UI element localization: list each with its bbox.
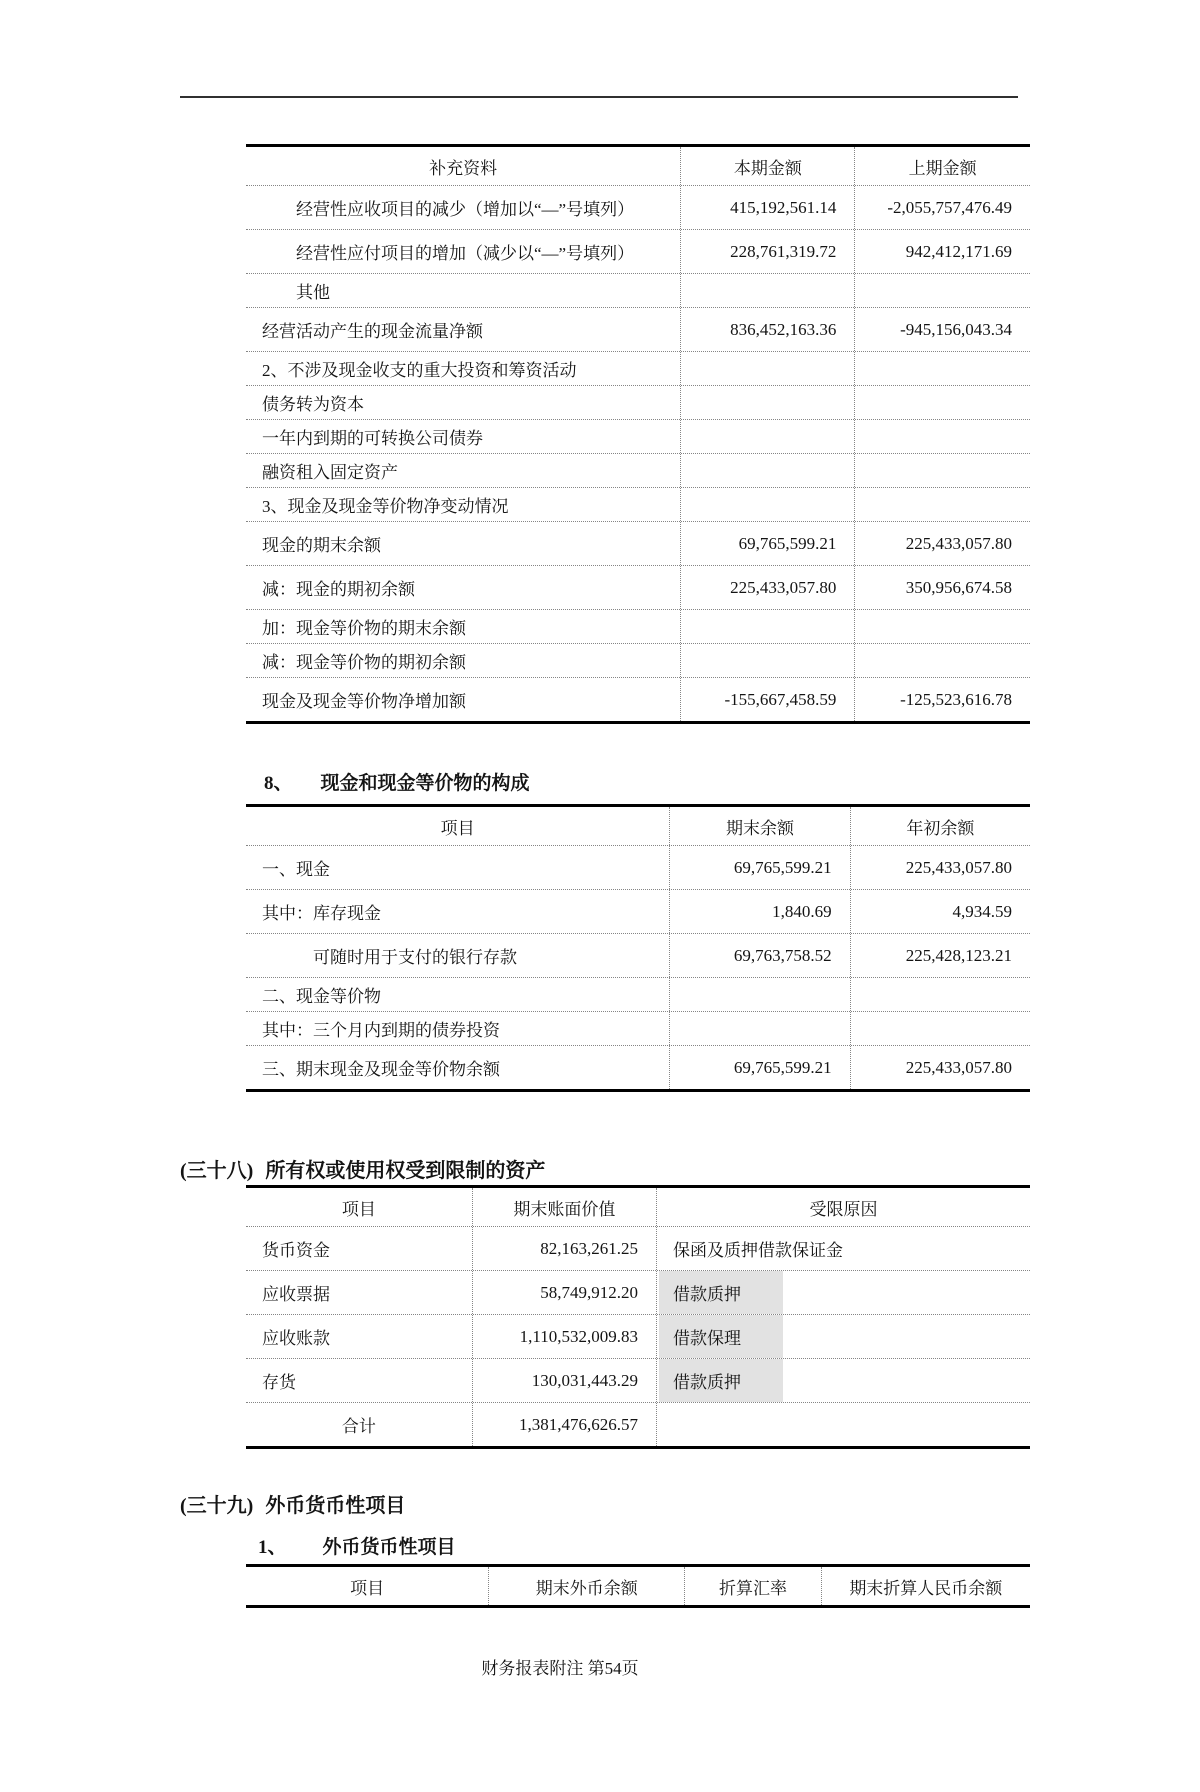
table-cell: 其他	[296, 283, 330, 302]
table-cell: 经营活动产生的现金流量净额	[262, 322, 483, 341]
table-cell: 融资租入固定资产	[262, 463, 398, 482]
section-39-number: (三十九)	[180, 1495, 254, 1517]
section-39-title-text: 外币货币性项目	[265, 1495, 406, 1517]
table-cell	[680, 274, 854, 307]
table-cell: 2、不涉及现金收支的重大投资和筹资活动	[262, 361, 577, 380]
table-cell	[854, 610, 1030, 643]
column-header: 项目	[440, 818, 475, 838]
table-row	[246, 1314, 1030, 1358]
table-row	[246, 845, 1030, 889]
table-row	[246, 229, 1030, 273]
table-cell	[854, 454, 1030, 487]
table-header-row	[246, 807, 1030, 845]
table-row	[246, 1270, 1030, 1314]
table-cell: 合计	[341, 1417, 376, 1436]
table-cell	[680, 610, 854, 643]
table-cell: -945,156,043.34	[854, 308, 1030, 351]
table-cell: 69,765,599.21	[669, 846, 849, 889]
highlight: 借款质押	[659, 1271, 783, 1314]
column-header: 本期金额	[680, 147, 854, 185]
table-row	[246, 273, 1030, 307]
table	[246, 1185, 1030, 1449]
table-cell: -2,055,757,476.49	[854, 186, 1030, 229]
table-cell: 存货	[262, 1373, 296, 1392]
section-8-heading	[264, 768, 1200, 795]
table-cell: 一、现金	[262, 860, 330, 879]
table-cell	[854, 644, 1030, 677]
table-row	[246, 307, 1030, 351]
column-header: 期末折算人民币余额	[821, 1567, 1030, 1605]
column-header: 上期金额	[854, 147, 1030, 185]
table-cell: -125,523,616.78	[854, 678, 1030, 721]
table-cell	[680, 454, 854, 487]
table-cell: 减：现金等价物的期初余额	[262, 653, 466, 672]
table-cell: 加：现金等价物的期末余额	[262, 619, 466, 638]
table-cell: 225,433,057.80	[680, 566, 854, 609]
table-cell: 69,765,599.21	[680, 522, 854, 565]
highlight: 借款质押	[659, 1359, 783, 1402]
table-row	[246, 487, 1030, 521]
column-header: 受限原因	[656, 1188, 1030, 1226]
table-cell: 130,031,443.29	[472, 1359, 656, 1402]
table-row	[246, 977, 1030, 1011]
table-cell: 225,428,123.21	[850, 934, 1030, 977]
table-row	[246, 1358, 1030, 1402]
table-cell	[680, 644, 854, 677]
table-cell	[656, 1403, 1030, 1446]
table-cell	[854, 386, 1030, 419]
section-8-title-text: 现金和现金等价物的构成	[320, 773, 530, 794]
table-row	[246, 643, 1030, 677]
table-cell: 3、现金及现金等价物净变动情况	[262, 497, 509, 516]
table-row	[246, 565, 1030, 609]
table	[246, 1564, 1030, 1608]
table-cell: 836,452,163.36	[680, 308, 854, 351]
table-cell	[854, 420, 1030, 453]
table-cell	[854, 274, 1030, 307]
table-cell: 58,749,912.20	[472, 1271, 656, 1314]
table-cell: 225,433,057.80	[854, 522, 1030, 565]
table-cell: 减：现金的期初余额	[262, 580, 415, 599]
table-header-row	[246, 1567, 1030, 1605]
column-header: 期末外币余额	[488, 1567, 684, 1605]
section-38-title-text: 所有权或使用权受到限制的资产	[265, 1160, 546, 1182]
table-row	[246, 933, 1030, 977]
table-cell: 其中：三个月内到期的债券投资	[262, 1021, 500, 1040]
column-header: 项目	[341, 1199, 376, 1219]
table-cell	[854, 352, 1030, 385]
table-row	[246, 1045, 1030, 1089]
section-39-heading	[180, 1489, 1200, 1518]
table-cell: -155,667,458.59	[680, 678, 854, 721]
table-cell: 1,840.69	[669, 890, 849, 933]
table-cell: 应收票据	[262, 1285, 330, 1304]
table-cell	[669, 978, 849, 1011]
table-cell: 一年内到期的可转换公司债券	[262, 429, 483, 448]
column-header: 补充资料	[429, 158, 498, 178]
table-cell: 现金及现金等价物净增加额	[262, 692, 466, 711]
page-footer: 财务报表附注 第54页	[481, 1659, 639, 1678]
column-header: 项目	[350, 1578, 385, 1598]
table-cell: 4,934.59	[850, 890, 1030, 933]
table-header-row	[246, 147, 1030, 185]
section-38-number: (三十八)	[180, 1160, 254, 1182]
foreign-currency-table	[246, 1564, 1030, 1608]
section-8-number: 8、	[264, 773, 293, 794]
highlight: 借款保理	[659, 1315, 783, 1358]
table-cell: 经营性应收项目的减少（增加以“—”号填列）	[296, 200, 635, 219]
table-cell: 1,381,476,626.57	[472, 1403, 656, 1446]
subsection-1-number: 1、	[258, 1537, 287, 1558]
table-row	[246, 351, 1030, 385]
table-cell: 经营性应付项目的增加（减少以“—”号填列）	[296, 244, 635, 263]
table-row	[246, 1011, 1030, 1045]
table-header-row	[246, 1188, 1030, 1226]
column-header: 年初余额	[850, 807, 1030, 845]
table-row	[246, 521, 1030, 565]
table-cell: 82,163,261.25	[472, 1227, 656, 1270]
table-row	[246, 453, 1030, 487]
table-cell	[656, 1271, 1030, 1314]
table-cell	[854, 488, 1030, 521]
table-row	[246, 385, 1030, 419]
table-cell: 350,956,674.58	[854, 566, 1030, 609]
section-38-heading	[180, 1154, 1200, 1183]
table	[246, 804, 1030, 1092]
table-cell	[680, 386, 854, 419]
table-cell: 可随时用于支付的银行存款	[313, 948, 517, 967]
table-cell: 债务转为资本	[262, 395, 364, 414]
table-cell: 942,412,171.69	[854, 230, 1030, 273]
table-cell: 二、现金等价物	[262, 987, 381, 1006]
table-row	[246, 609, 1030, 643]
cash-composition-table	[246, 804, 1030, 1092]
table-cell	[656, 1359, 1030, 1402]
table-cell	[669, 1012, 849, 1045]
column-header: 折算汇率	[684, 1567, 820, 1605]
table-cell: 货币资金	[262, 1241, 330, 1260]
table-cell: 三、期末现金及现金等价物余额	[262, 1060, 500, 1079]
column-header: 期末余额	[669, 807, 849, 845]
table-cell: 其中：库存现金	[262, 904, 381, 923]
table-cell	[680, 352, 854, 385]
restricted-assets-table	[246, 1185, 1030, 1449]
table-row	[246, 677, 1030, 721]
table-cell: 225,433,057.80	[850, 1046, 1030, 1089]
table-row	[246, 185, 1030, 229]
table	[246, 144, 1030, 724]
table-cell: 225,433,057.80	[850, 846, 1030, 889]
table-cell: 228,761,319.72	[680, 230, 854, 273]
table-row	[246, 419, 1030, 453]
table-cell: 应收账款	[262, 1329, 330, 1348]
table-cell: 69,765,599.21	[669, 1046, 849, 1089]
table-cell	[850, 978, 1030, 1011]
table-cell: 保函及质押借款保证金	[656, 1227, 1030, 1270]
page-header-rule	[180, 96, 1018, 98]
table-cell	[680, 420, 854, 453]
table-cell: 现金的期末余额	[262, 536, 381, 555]
table-cell: 415,192,561.14	[680, 186, 854, 229]
table-row	[246, 889, 1030, 933]
subsection-1-heading	[258, 1532, 1200, 1559]
table-cell: 1,110,532,009.83	[472, 1315, 656, 1358]
table-cell	[680, 488, 854, 521]
subsection-1-title-text: 外币货币性项目	[322, 1537, 456, 1558]
table-cell	[656, 1315, 1030, 1358]
table-row	[246, 1402, 1030, 1446]
supplementary-info-table	[246, 144, 1030, 724]
table-cell	[850, 1012, 1030, 1045]
column-header: 期末账面价值	[472, 1188, 656, 1226]
table-cell: 69,763,758.52	[669, 934, 849, 977]
table-row	[246, 1226, 1030, 1270]
